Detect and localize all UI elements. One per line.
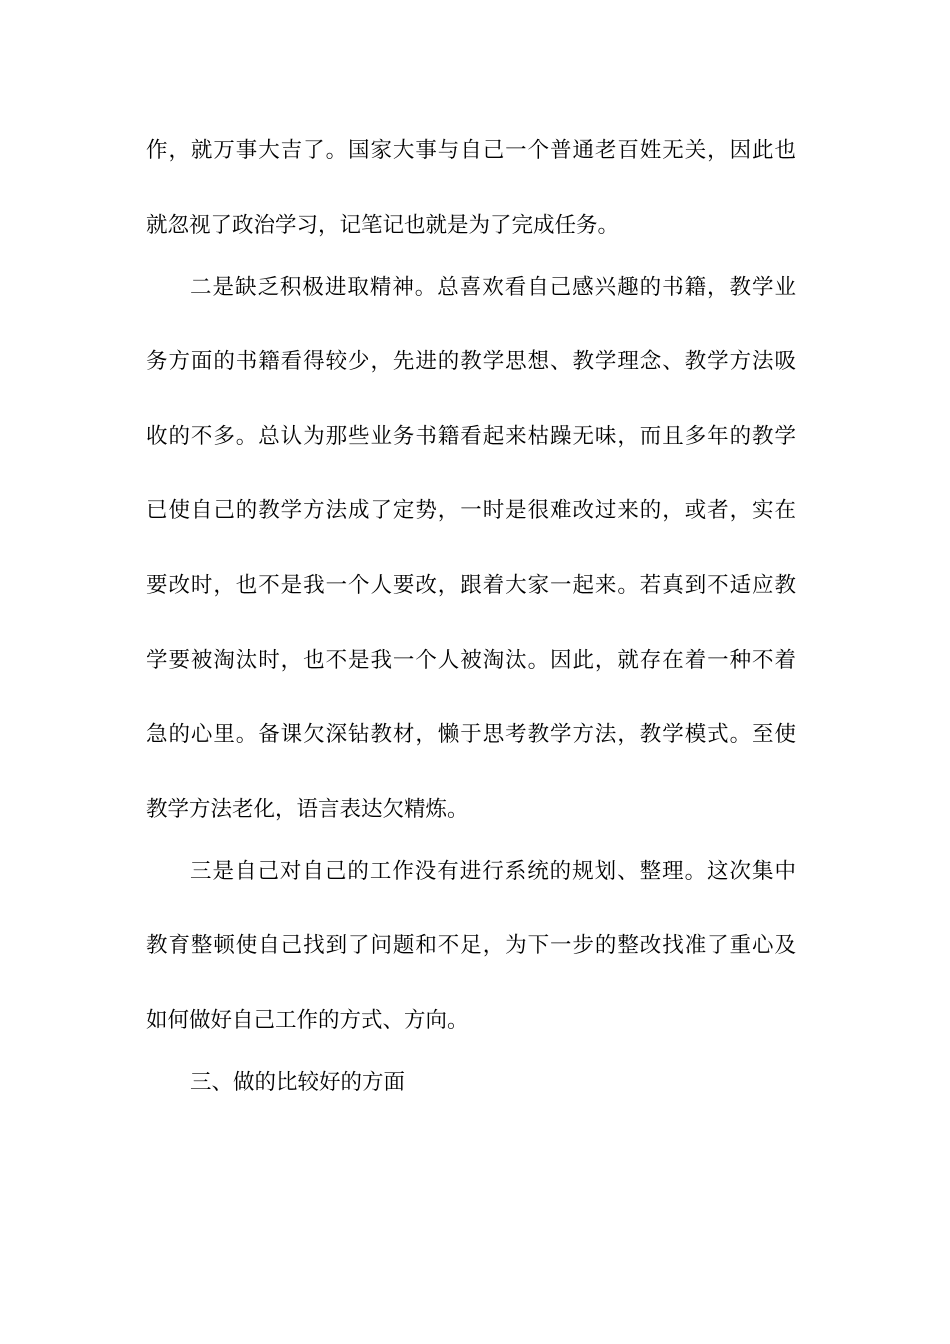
text-line-5: 收的不多。总认为那些业务书籍看起来枯躁无味，而且多年的教学 xyxy=(146,424,796,449)
text-line-7: 要改时，也不是我一个人要改，跟着大家一起来。若真到不适应教 xyxy=(146,573,796,598)
text-line-4: 务方面的书籍看得较少，先进的教学思想、教学理念、教学方法吸 xyxy=(146,349,796,374)
text-line-2: 就忽视了政治学习，记笔记也就是为了完成任务。 xyxy=(146,213,620,238)
text-line-13: 如何做好自己工作的方式、方向。 xyxy=(146,1008,469,1033)
text-line-1: 作，就万事大吉了。国家大事与自己一个普通老百姓无关，因此也 xyxy=(146,138,796,163)
text-line-8: 学要被淘汰时，也不是我一个人被淘汰。因此，就存在着一种不着 xyxy=(146,648,796,673)
text-line-10: 教学方法老化，语言表达欠精炼。 xyxy=(146,797,469,822)
text-line-9: 急的心里。备课欠深钻教材，懒于思考教学方法，教学模式。至使 xyxy=(146,722,796,747)
text-line-12: 教育整顿使自己找到了问题和不足，为下一步的整改找准了重心及 xyxy=(146,933,796,958)
text-line-6: 已使自己的教学方法成了定势，一时是很难改过来的，或者，实在 xyxy=(146,498,796,523)
text-line-11: 三是自己对自己的工作没有进行系统的规划、整理。这次集中 xyxy=(190,859,796,884)
text-line-3: 二是缺乏积极进取精神。总喜欢看自己感兴趣的书籍，教学业 xyxy=(190,275,796,300)
section-heading: 三、做的比较好的方面 xyxy=(190,1070,406,1095)
